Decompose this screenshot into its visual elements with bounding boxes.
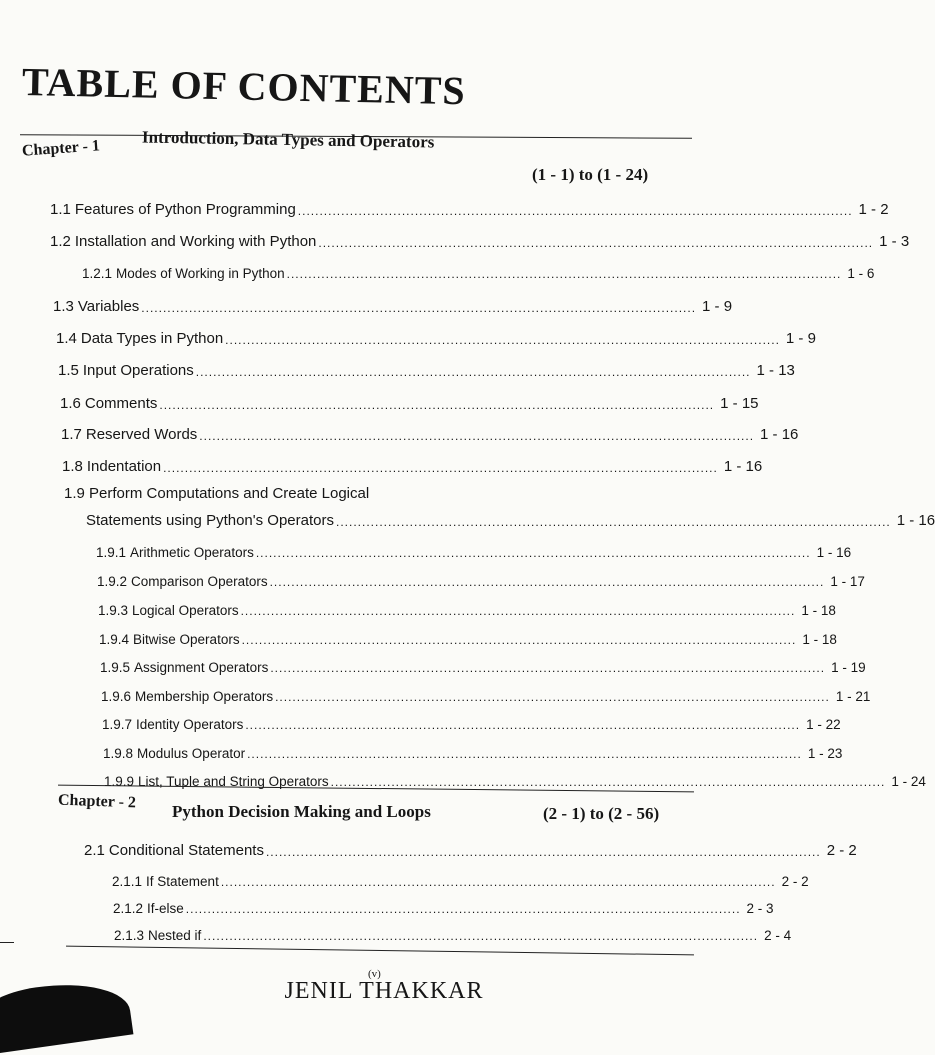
toc-entry-1-7[interactable] <box>61 420 799 443</box>
entry-title: Arithmetic Operators <box>130 544 254 560</box>
entry-number: 1.9.1 <box>96 544 127 560</box>
entry-page: 1 - 6 <box>847 265 875 281</box>
toc-entry-1-9-2[interactable] <box>97 566 865 589</box>
entry-title: Input Operations <box>82 362 194 379</box>
toc-entry-1-8[interactable] <box>62 452 763 475</box>
entry-number: 1.9.8 <box>103 745 134 761</box>
entry-number: 2.1 <box>84 842 105 859</box>
toc-entry-2-1[interactable] <box>84 836 857 859</box>
entry-page: 1 - 24 <box>891 773 926 789</box>
dot-leader: ................................................................................................................................ <box>220 875 776 889</box>
dot-leader: ................................................................................................................................ <box>286 267 842 281</box>
chapter-1-label: Chapter - 1 <box>21 137 101 160</box>
toc-entry-1-9-line1[interactable] <box>64 485 369 502</box>
page-number: (v) <box>368 968 381 980</box>
dot-leader: ................................................................................................................................ <box>265 845 821 859</box>
entry-page: 1 - 16 <box>723 458 763 475</box>
toc-entry-1-9-6[interactable] <box>101 681 871 704</box>
entry-title: Data Types in Python <box>80 330 224 347</box>
entry-title: If-else <box>147 900 184 916</box>
chapter-1-range: (1 - 1) to (1 - 24) <box>532 165 649 184</box>
chapter-2-range: (2 - 1) to (2 - 56) <box>543 804 660 823</box>
dot-leader: ................................................................................................................................ <box>275 690 830 704</box>
dot-leader: ................................................................................................................................ <box>255 546 811 560</box>
entry-number: 1.6 <box>60 395 81 412</box>
toc-entry-1-9-7[interactable] <box>102 709 841 732</box>
entry-page: 2 - 4 <box>764 927 792 943</box>
entry-page: 2 - 2 <box>781 873 809 889</box>
entry-page: 1 - 17 <box>830 573 865 589</box>
entry-page: 1 - 21 <box>835 688 871 704</box>
dot-leader: ................................................................................................................................ <box>185 902 741 916</box>
entry-number: 1.9.4 <box>99 631 130 647</box>
dot-leader: ................................................................................................................................ <box>297 204 853 218</box>
dot-leader: ................................................................................................................................ <box>245 718 801 732</box>
dot-leader: ................................................................................................................................ <box>270 661 826 675</box>
entry-page: 1 - 19 <box>831 659 866 675</box>
entry-page: 2 - 3 <box>746 900 774 916</box>
chapter-2-title: Python Decision Making and Loops <box>172 802 431 821</box>
entry-page: 1 - 16 <box>816 544 852 560</box>
entry-number: 1.4 <box>56 330 77 347</box>
entry-page: 1 - 22 <box>806 716 841 732</box>
toc-entry-1-4[interactable] <box>56 324 816 347</box>
toc-entry-1-9[interactable] <box>86 506 935 529</box>
toc-entry-1-9-9[interactable] <box>104 766 926 789</box>
entry-title: Identity Operators <box>136 716 244 732</box>
dot-leader: ................................................................................................................................ <box>199 429 755 443</box>
entry-title: Membership Operators <box>135 688 274 704</box>
entry-page: 1 - 18 <box>802 631 837 647</box>
entry-page: 1 - 9 <box>702 298 733 315</box>
entry-title: Logical Operators <box>132 602 239 618</box>
entry-page: 1 - 9 <box>785 330 816 347</box>
toc-entry-1-9-5[interactable] <box>100 652 866 675</box>
dot-leader: ................................................................................................................................ <box>159 398 715 412</box>
toc-entry-1-6[interactable] <box>60 389 759 412</box>
entry-number: 1.9.2 <box>97 573 128 589</box>
toc-entry-1-1[interactable] <box>50 195 889 218</box>
dot-leader: ................................................................................................................................ <box>195 365 751 379</box>
page-title: TABLE OF CONTENTS <box>21 59 467 114</box>
entry-page: 1 - 16 <box>896 512 935 529</box>
entry-number: 1.9.7 <box>102 716 133 732</box>
entry-page: 2 - 2 <box>826 842 857 859</box>
entry-number: 2.1.2 <box>113 900 144 916</box>
toc-entry-1-5[interactable] <box>58 356 795 379</box>
entry-title: List, Tuple and String Operators <box>138 773 329 789</box>
entry-number: 1.9.5 <box>100 659 131 675</box>
margin-mark <box>0 942 14 943</box>
entry-number: 1.1 <box>50 201 71 218</box>
entry-number: 2.1.3 <box>114 927 145 943</box>
chapter-2-label: Chapter - 2 <box>57 791 137 812</box>
entry-title: Comments <box>84 395 158 412</box>
dot-leader: ................................................................................................................................ <box>269 575 825 589</box>
toc-entry-1-9-1[interactable] <box>96 537 852 560</box>
dot-leader: ................................................................................................................................ <box>336 515 891 529</box>
entry-title: Bitwise Operators <box>133 631 240 647</box>
dot-leader: ................................................................................................................................ <box>241 633 797 647</box>
toc-entry-2-1-3[interactable] <box>114 920 792 943</box>
toc-entry-2-1-2[interactable] <box>113 893 774 916</box>
dot-leader: ................................................................................................................................ <box>163 461 718 475</box>
entry-title: Variables <box>77 298 140 315</box>
entry-title: Assignment Operators <box>134 659 269 675</box>
dot-leader: ................................................................................................................................ <box>240 604 796 618</box>
entry-page: 1 - 18 <box>801 602 836 618</box>
entry-page: 1 - 15 <box>720 395 759 412</box>
toc-entry-1-9-3[interactable] <box>98 595 836 618</box>
dot-leader: ................................................................................................................................ <box>330 775 886 789</box>
entry-title: Reserved Words <box>85 426 198 443</box>
toc-entry-1-2-1[interactable] <box>82 258 875 281</box>
entry-page: 1 - 16 <box>760 426 799 443</box>
chapter-1-title: Introduction, Data Types and Operators <box>141 127 435 152</box>
entry-number: 1.9.3 <box>98 602 129 618</box>
footer-rule <box>66 946 694 956</box>
entry-number: 1.9 <box>64 485 85 502</box>
entry-title: Comparison Operators <box>131 573 268 589</box>
entry-title-continued: Statements using Python's Operators <box>86 512 334 529</box>
entry-number: 1.2 <box>50 233 71 250</box>
toc-entry-1-2[interactable] <box>50 227 910 250</box>
entry-title: Installation and Working with Python <box>74 233 317 250</box>
dot-leader: ................................................................................................................................ <box>141 301 697 315</box>
dot-leader: ................................................................................................................................ <box>225 333 780 347</box>
entry-number: 2.1.1 <box>112 873 143 889</box>
entry-title: Indentation <box>86 458 162 475</box>
entry-number: 1.8 <box>62 458 83 475</box>
toc-entry-1-9-8[interactable] <box>103 738 843 761</box>
entry-number: 1.7 <box>61 426 82 443</box>
entry-title: Nested if <box>148 927 202 943</box>
dot-leader: ................................................................................................................................ <box>247 747 802 761</box>
entry-page: 1 - 2 <box>858 201 889 218</box>
entry-title: Modes of Working in Python <box>116 265 285 281</box>
entry-number: 1.9.6 <box>101 688 132 704</box>
dot-leader: ................................................................................................................................ <box>203 929 759 943</box>
entry-number: 1.5 <box>58 362 79 379</box>
entry-title: Perform Computations and Create Logical <box>89 485 370 502</box>
entry-number: 1.9.9 <box>104 773 135 789</box>
entry-page: 1 - 13 <box>756 362 795 379</box>
entry-page: 1 - 23 <box>807 745 843 761</box>
toc-entry-1-3[interactable] <box>53 292 733 315</box>
dot-leader: ................................................................................................................................ <box>318 236 874 250</box>
entry-number: 1.3 <box>53 298 74 315</box>
toc-entry-1-9-4[interactable] <box>99 624 837 647</box>
entry-title: If Statement <box>146 873 219 889</box>
toc-entry-2-1-1[interactable] <box>112 866 809 889</box>
entry-page: 1 - 3 <box>879 233 910 250</box>
author-name: JENIL THAKKAR <box>284 978 484 1004</box>
entry-title: Conditional Statements <box>108 842 264 859</box>
entry-title: Features of Python Programming <box>74 201 296 218</box>
entry-number: 1.2.1 <box>82 265 113 281</box>
entry-title: Modulus Operator <box>137 745 246 761</box>
